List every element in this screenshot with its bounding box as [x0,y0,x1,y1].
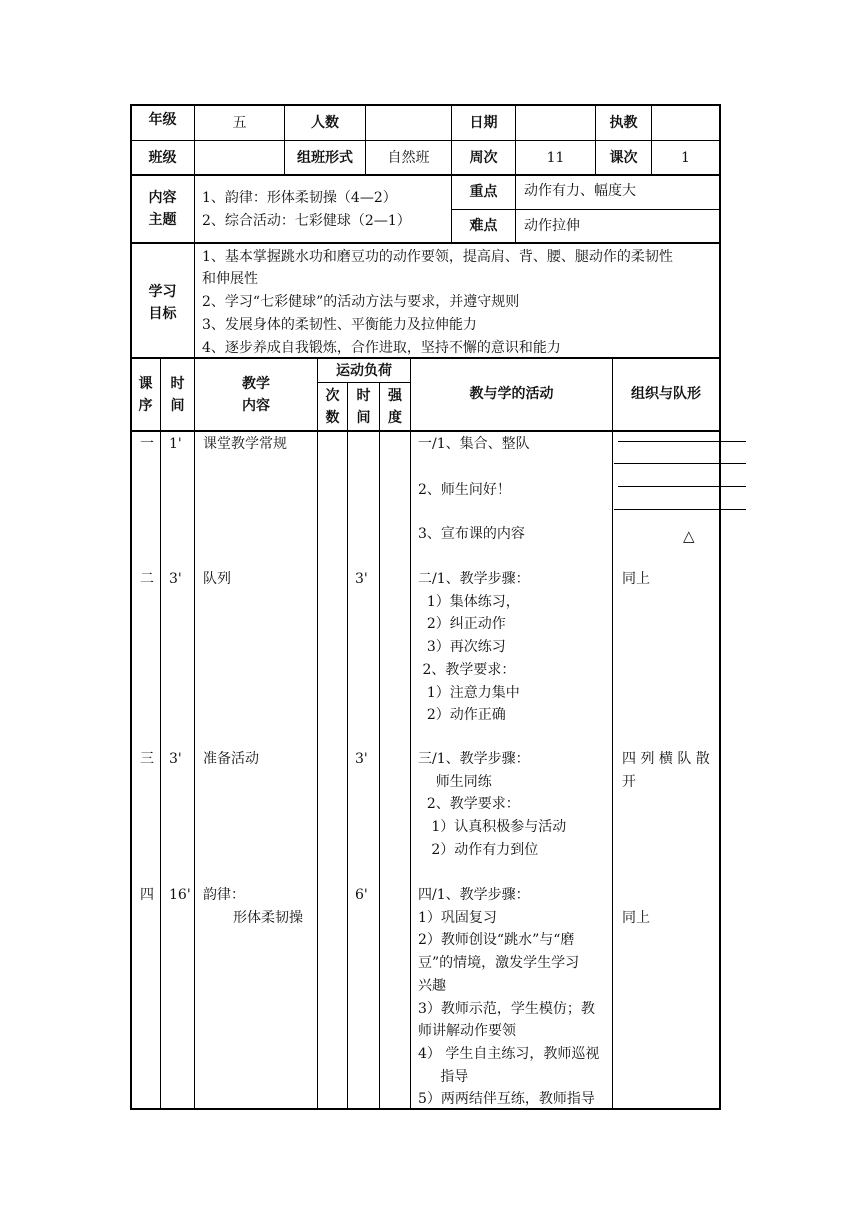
col-time-header: 时 间 [170,376,185,414]
lesson-value: 1 [681,149,690,166]
activity-line: 2）动作有力到位 [418,841,539,858]
activity-line: 3、宣布课的内容 [418,526,525,542]
section-content: 队列 [203,571,231,587]
teacher-label: 执教 [609,114,638,131]
col-line [347,383,348,1110]
section-seq: 三 [140,751,154,767]
col-line [194,174,195,358]
section-content: 韵律： [203,887,245,903]
class-value [195,141,284,174]
col-load-time-header: 时 间 [356,388,371,426]
activity-line: 5）两两结伴互练，教师指导 [418,1091,595,1108]
activity-line: 二/1、教学步骤： [418,571,530,587]
week-label: 周次 [469,149,498,166]
section-seq: 四 [140,887,154,903]
formation-line [614,509,746,510]
activity-list [418,568,530,727]
grade-label: 年级 [148,112,177,128]
activity-line: 兴趣 [418,977,446,994]
activity-line: 师讲解动作要领 [418,1023,516,1040]
activity-line: 2）教师创设“跳水”与“磨 [418,932,575,949]
col-line [194,358,195,1110]
activity-line: 2、教学要求： [418,661,516,678]
triangle-icon: △ [683,527,695,545]
count-label: 人数 [311,114,339,131]
section-load-time: 3' [355,751,368,767]
week-value: 11 [546,149,565,166]
row-line [130,242,720,244]
section-organization: 四 列 横 队 散 [622,751,710,767]
section-organization-cont: 开 [622,774,636,790]
goals-label: 学习 目标 [148,284,177,322]
table-border-right-lower [719,432,721,1110]
section-content: 形体柔韧操 [233,910,303,926]
date-value [516,105,595,140]
grade-value: 五 [232,114,247,131]
section-organization: 同上 [622,571,650,587]
goal-line: 2、学习“七彩健球”的活动方法与要求，并遵守规则 [202,294,520,310]
col-line [612,358,613,1110]
activity-line: 1）集体练习， [418,593,520,610]
activity-list [418,748,566,862]
form-label: 组班形式 [297,149,353,166]
class-label: 班级 [148,149,177,166]
difficulty-value: 动作拉伸 [524,218,580,234]
focus-label: 重点 [469,184,498,200]
section-seq: 一 [140,436,154,452]
section-time: 3' [169,571,182,587]
col-line [410,358,411,1110]
section-load-time: 6' [355,887,368,903]
section-time: 16' [169,887,191,903]
activity-line: 指导 [418,1068,469,1085]
difficulty-label: 难点 [469,218,498,234]
col-organization-header: 组织与队形 [631,386,701,402]
section-content: 准备活动 [203,751,259,767]
activity-line: 三/1、教学步骤： [418,751,530,767]
row-line [130,174,720,176]
activity-line: 3）教师示范，学生模仿；教 [418,1000,595,1017]
teacher-value [652,105,719,140]
section-seq: 二 [140,571,154,587]
formation-line [618,486,746,487]
activity-line: 4） 学生自主练习，教师巡视 [418,1045,600,1062]
activity-line: 1）巩固复习 [418,909,497,926]
activity-line: 2）动作正确 [418,707,506,724]
content-item: 1、韵律：形体柔韧操（4—2） [202,190,397,206]
content-item: 2、综合活动：七彩健球（2—1） [202,213,411,229]
activity-line: 2、教学要求： [418,796,520,813]
activity-line: 四/1、教学步骤： [418,887,530,903]
col-seq-header: 课 序 [138,376,153,414]
goal-line: 和伸展性 [202,271,258,287]
activity-line: 1）注意力集中 [418,684,520,701]
section-content: 课堂教学常规 [203,436,287,452]
col-line [379,383,380,1110]
activity-line: 2）纠正动作 [418,616,506,633]
col-line [160,358,161,1110]
goal-line: 3、发展身体的柔韧性、平衡能力及拉伸能力 [202,317,477,333]
col-load-intensity-header: 强 度 [388,388,402,426]
formation-line [614,463,746,464]
col-load-count-header: 次 数 [325,388,340,426]
col-line [515,174,516,242]
date-label: 日期 [469,114,498,131]
activity-line: 一/1、集合、整队 [418,436,530,452]
lesson-label: 课次 [609,149,638,166]
goal-line: 1、基本掌握跳水功和磨豆功的动作要领，提高肩、背、腰、腿动作的柔韧性 [202,249,673,265]
col-load-header: 运动负荷 [336,363,392,379]
section-time: 1' [169,436,182,452]
activity-line: 师生同练 [418,773,492,790]
count-value [366,105,451,140]
row-line [318,382,410,383]
section-load-time: 3' [355,571,368,587]
col-line [317,358,318,1110]
goal-line: 4、逐步养成自我锻炼，合作进取，坚持不懈的意识和能力 [202,340,561,356]
content-label: 内容 主题 [148,190,177,228]
col-content-header: 教学 内容 [242,376,270,414]
formation-line [618,441,746,442]
activity-line: 2、师生问好！ [418,482,511,498]
section-time: 3' [169,751,182,767]
section-organization: 同上 [622,910,650,926]
activity-list [418,884,599,1111]
focus-value: 动作有力、幅度大 [524,183,636,199]
activity-line: 3）再次练习 [418,639,506,656]
form-value: 自然班 [387,149,430,166]
col-activity-header: 教与学的活动 [469,386,554,402]
activity-line: 1）认真积极参与活动 [418,819,567,836]
table-border-left [130,104,132,1110]
row-line [130,430,720,432]
activity-line: 豆”的情境，激发学生学习 [418,955,580,972]
table-border-right-upper [719,104,721,432]
